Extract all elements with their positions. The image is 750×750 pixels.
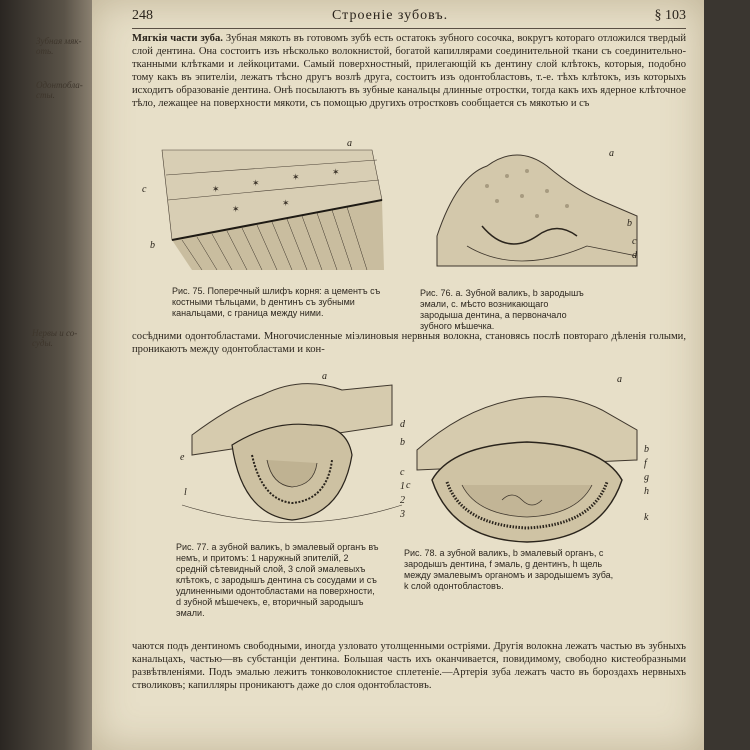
fig78-label-b: b (644, 444, 649, 455)
page-number: 248 (132, 8, 153, 23)
paragraph-2-body: сосѣдними одонтобластами. Многочисленные мiэлиновыя нервныя волокна, становясь послѣ повтораго дѣленія голыми, проникаютъ между одонтобластами и кон- (132, 331, 686, 355)
svg-text:✶: ✶ (332, 167, 340, 177)
figure-78-drawing (417, 397, 637, 542)
fig77-label-b: b (400, 437, 405, 448)
fig78-label-c: c (406, 480, 411, 491)
figure-78 (402, 370, 662, 545)
margin-note-soft-pulp: Зубная мякоть. (36, 36, 82, 56)
header-rule (132, 28, 686, 29)
figure-77-drawing (182, 384, 402, 523)
fig75-label-c: c (142, 184, 147, 195)
paragraph-3 (132, 640, 686, 692)
book-spine-shadow (0, 0, 92, 750)
figure-77 (172, 365, 412, 540)
fig77-label-3: 3 (400, 509, 405, 520)
figure-76-caption: Рис. 76. а. Зубной валикъ, b зародышъ эмали, c. мѣсто возникающаго зародыша дентина, а первоначало зубного мѣшечка. (420, 288, 584, 331)
fig77-label-d: d (400, 419, 405, 430)
fig77-label-e: e (180, 452, 185, 463)
fig76-label-b: b (627, 218, 632, 229)
margin-note-nerves-vessels: Нервы и сосуды. (32, 328, 78, 348)
svg-text:✶: ✶ (252, 178, 260, 188)
fig78-label-k: k (644, 512, 649, 523)
fig75-label-a: a (347, 138, 352, 149)
fig78-label-f: f (644, 458, 647, 469)
margin-note-odontoblasts: Одонтобласты. (36, 80, 83, 100)
figure-75-drawing (162, 150, 384, 270)
fig78-label-g: g (644, 472, 649, 483)
fig76-label-d: d (632, 250, 637, 261)
figure-76-drawing (437, 155, 637, 266)
running-header (132, 8, 686, 30)
fig78-label-h: h (644, 486, 649, 497)
fig77-label-c: c (400, 467, 405, 478)
book-page (32, 0, 704, 750)
fig77-label-1: 1 (400, 481, 405, 492)
fig76-label-a: a (609, 148, 614, 159)
figure-75 (132, 130, 392, 280)
paragraph-1 (132, 32, 686, 110)
svg-text:✶: ✶ (282, 198, 290, 208)
svg-text:✶: ✶ (292, 172, 300, 182)
paragraph-2 (132, 330, 686, 356)
paragraph-heading: Мягкія части зуба. (132, 33, 223, 44)
svg-text:✶: ✶ (232, 204, 240, 214)
running-title: Строеніе зубовъ. (332, 8, 449, 23)
figure-77-caption: Рис. 77. a зубной валикъ, b эмалевый органъ въ немъ, и притомъ: 1 наружный эпителій, 2 средній сѣтевидный слой, 3 слой эмалевыхъ клѣтокъ, с зародышъ дентина съ сосудами и съ удлиненными одонтобластами на поверхности, d зубной мѣшечекъ, e, вторичный зародышъ эмали. (176, 542, 379, 618)
svg-text:✶: ✶ (212, 184, 220, 194)
figure-75-caption: Рис. 75. Поперечный шлифъ корня: а цементъ съ костными тѣльцами, b дентинъ съ зубными канальцами, c граница между ними. (172, 286, 381, 318)
figure-78-caption: Рис. 78. а зубной валикъ, b эмалевый органъ, c зародышъ дентина, f эмаль, g дентинъ, h щель между эмалевымъ органомъ и зародышемъ зуба, k слой одонтобластовъ. (404, 548, 614, 591)
paragraph-1-body: Зубная мякоть въ готовомъ зубѣ есть остатокъ зубного сосочка, вокругъ котораго отложился твердый слой дентина. Она состоитъ изъ нѣсколько волокнистой, богатой капиллярами соединительной ткани съ соединительно-тканными клѣтками и лейкоцитами. Самый поверхностный, прилегающій къ дентину слой клѣтокъ, которыя, подобно тому какъ въ эпителіи, лежатъ тѣсно другъ возлѣ друга, состоитъ изъ одонтобластовъ, т.-е. тѣхъ клѣтокъ, изъ которыхъ исходитъ образованіе дентина. Онѣ посылаютъ въ зубные канальцы длинные отростки, тогда какъ ихъ ядерное клѣточное тѣло, лежащее на поверхности мякоти, съ помощью другихъ отростковъ сообщается съ мякотью и съ (132, 33, 686, 109)
fig76-label-c: c (632, 236, 637, 247)
fig77-label-a: a (322, 371, 327, 382)
figure-76 (427, 136, 652, 281)
fig77-label-2: 2 (400, 495, 405, 506)
paragraph-3-body: чаются подъ дентиномъ свободными, иногда узловато утолщенными остріями. Другія волокна лежатъ частью въ зубныхъ канальцахъ, частью—въ субстанціи дентина. Большая часть ихъ оканчивается, повидимому, свободно кистеобразными развѣтвленіями. Подъ эмалью лежитъ тонковолокнистое сплетеніе.—Артерія зуба лежатъ часто въ бороздахъ нервныхъ стволиковъ; капилляры проникаютъ даже до слоя одонтобластовъ. (132, 641, 686, 691)
fig75-label-b: b (150, 240, 155, 251)
fig77-label-l: l (184, 487, 187, 498)
fig78-label-a: a (617, 374, 622, 385)
section-number: § 103 (654, 8, 686, 23)
